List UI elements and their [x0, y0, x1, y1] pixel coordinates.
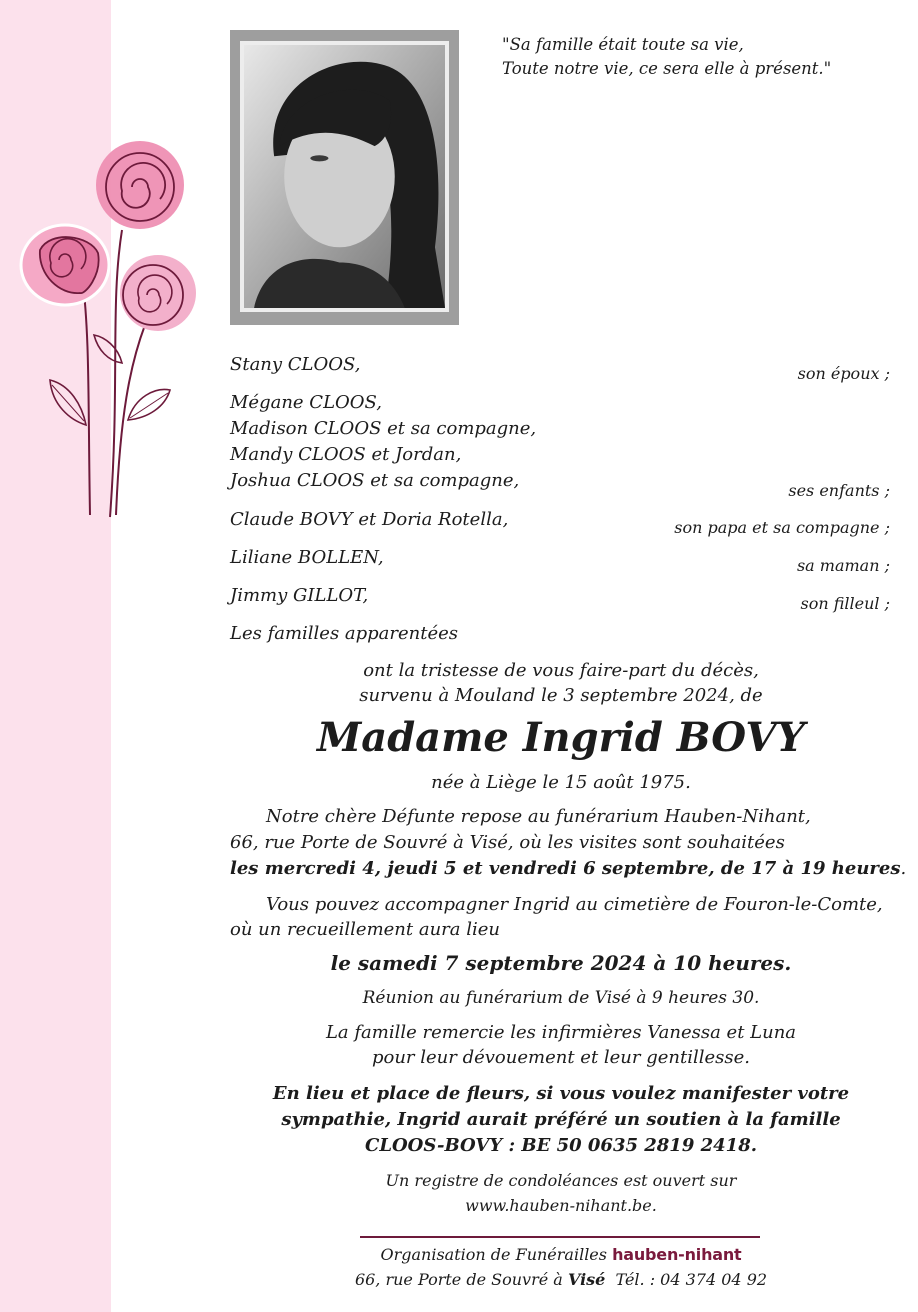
family-member: Stany CLOOS, — [230, 354, 361, 375]
roses-illustration — [10, 135, 210, 525]
visitation-period: . — [900, 858, 907, 879]
announcement-line-1: ont la tristesse de vous faire-part du décès, — [363, 660, 759, 681]
address-city: Visé — [567, 1270, 606, 1289]
thanks-line-1: La famille remercie les infirmières Vanessa et Luna — [325, 1022, 797, 1043]
family-member: Jimmy GILLOT, — [230, 585, 369, 606]
visitation-line-1: Notre chère Défunte repose au funérarium Hauben-Nihant, — [266, 806, 811, 827]
visitation-dates: les mercredi 4, jeudi 5 et vendredi 6 septembre, de 17 à 19 heures — [230, 858, 901, 879]
family-member: Liliane BOLLEN, — [230, 547, 384, 568]
quote-line-2: Toute notre vie, ce sera elle à présent." — [502, 59, 832, 78]
deceased-name: Madame Ingrid BOVY — [317, 714, 805, 761]
donation-line-2: sympathie, Ingrid aurait préféré un soutien à la famille — [281, 1109, 841, 1130]
family-member: Madison CLOOS et sa compagne, — [230, 418, 537, 439]
register-website[interactable]: www.hauben-nihant.be. — [465, 1196, 657, 1215]
visitation-line-2: 66, rue Porte de Souvré à Visé, où les visites sont souhaitées — [230, 832, 785, 853]
family-relation: ses enfants ; — [788, 481, 890, 500]
footer-address — [230, 1270, 892, 1289]
address-street: 66, rue Porte de Souvré à — [354, 1270, 563, 1289]
epitaph-quote — [502, 33, 831, 81]
meeting-info: Réunion au funérarium de Visé à 9 heures 30. — [362, 988, 760, 1008]
family-member: Mandy CLOOS et Jordan, — [230, 444, 462, 465]
family-member: Les familles apparentées — [230, 623, 459, 644]
family-member: Joshua CLOOS et sa compagne, — [230, 470, 520, 491]
birth-info: née à Liège le 15 août 1975. — [431, 772, 691, 793]
donation-line-3: CLOOS-BOVY : BE 50 0635 2819 2418. — [365, 1135, 757, 1156]
footer-organization — [230, 1245, 892, 1264]
org-label: Organisation de Funérailles — [380, 1245, 607, 1264]
register-line-1: Un registre de condoléances est ouvert sur — [385, 1171, 737, 1190]
family-relation: sa maman ; — [796, 556, 890, 575]
announcement-line-2: survenu à Mouland le 3 septembre 2024, de — [359, 685, 763, 706]
phone-number: Tél. : 04 374 04 92 — [615, 1270, 768, 1289]
ceremony-line-2: où un recueillement aura lieu — [230, 919, 500, 940]
family-relation: son filleul ; — [800, 594, 890, 613]
ceremony-line-1: Vous pouvez accompagner Ingrid au cimetière de Fouron-le-Comte, — [266, 894, 883, 915]
donation-line-1: En lieu et place de fleurs, si vous voulez manifester votre — [272, 1083, 850, 1104]
family-relation: son papa et sa compagne ; — [674, 518, 890, 537]
quote-line-1: "Sa famille était toute sa vie, — [502, 35, 744, 54]
family-member: Mégane CLOOS, — [230, 392, 382, 413]
ceremony-date: le samedi 7 septembre 2024 à 10 heures. — [330, 951, 792, 975]
portrait-frame — [230, 30, 459, 325]
family-relation: son époux ; — [797, 364, 890, 383]
footer-divider — [360, 1236, 760, 1238]
portrait-photo — [244, 45, 445, 308]
family-member: Claude BOVY et Doria Rotella, — [230, 509, 509, 530]
visitation-line-3 — [230, 858, 907, 879]
brand-logo: hauben-nihant — [612, 1245, 742, 1264]
thanks-line-2: pour leur dévouement et leur gentillesse. — [371, 1047, 750, 1068]
